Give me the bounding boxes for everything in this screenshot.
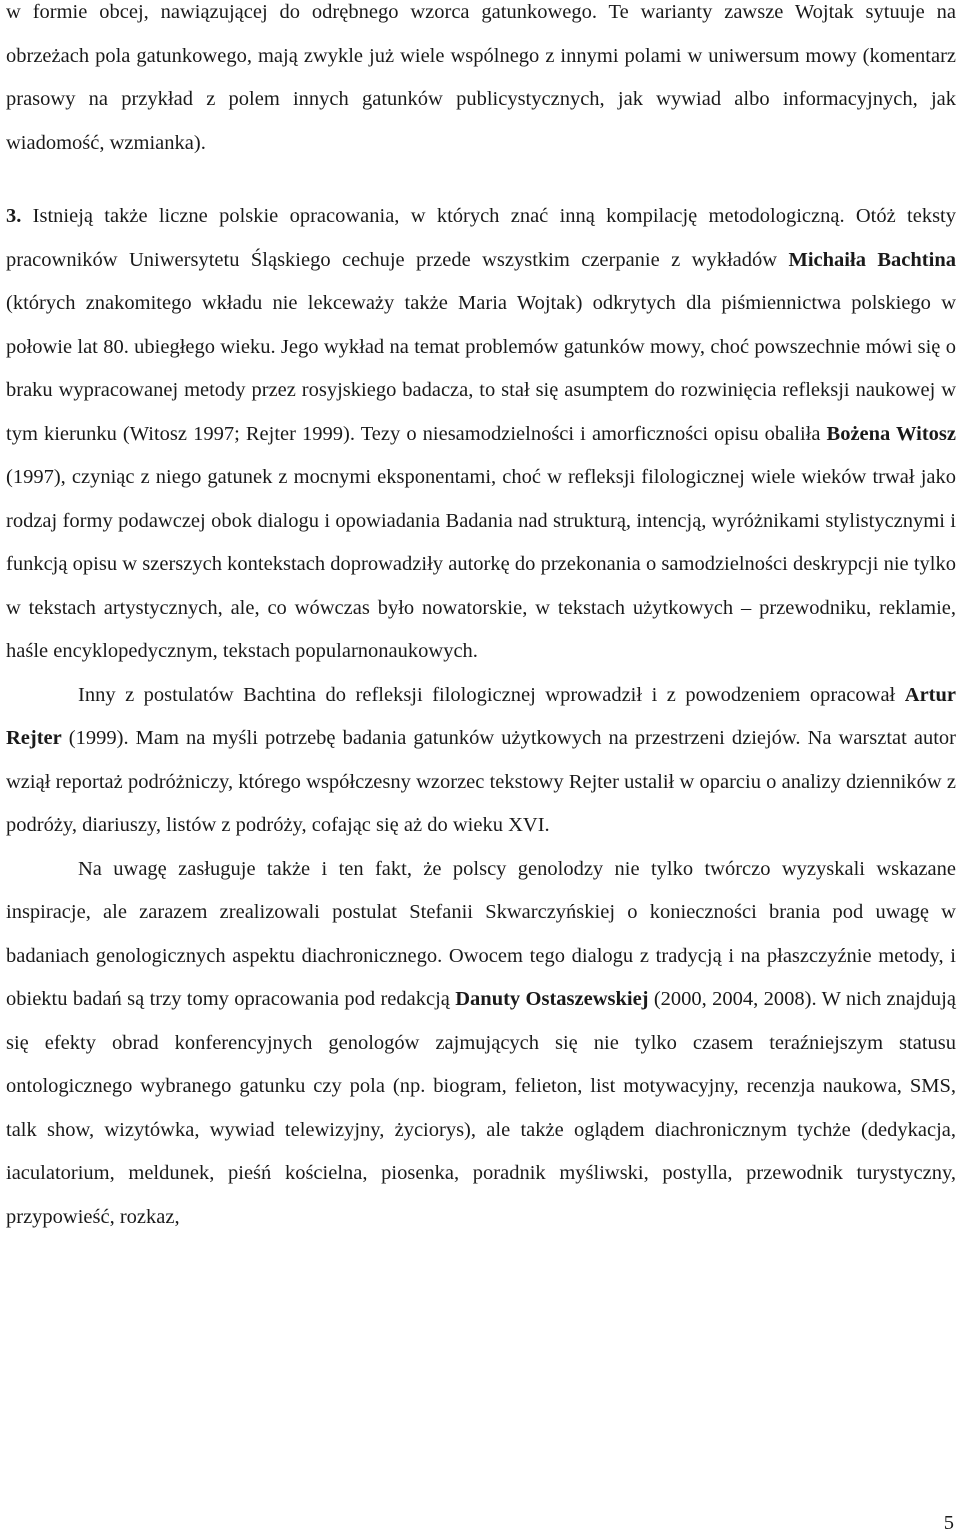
- paragraph-4-text-b: (2000, 2004, 2008). W nich znajdują się efekty obrad konferencyjnych genologów zajmujących się nie tylko czasem teraźniejszym statusu ontologicznego wybranego gatunku czy pola (np. biogram, felieton, list motywacyjny, recenzja naukowa, SMS, talk show, wizytówka, wywiad telewizyjny, życiorys), ale także oglądem diachronicznym tychże (dedykacja, iaculatorium, meldunek, pieśń kościelna, piosenka, poradnik myśliwski, postylla, przewodnik turystyczny, przypowieść, rozkaz,: [6, 988, 956, 1228]
- paragraph-4-text-a: Na uwagę zasługuje także i ten fakt, że polscy genolodzy nie tylko twórczo wyzyskali wskazane inspiracje, ale zarazem zrealizowali postulat Stefanii Skwarczyńskiej o konieczności brania pod uwagę w badaniach genologicznych aspektu diachronicznego. Owocem tego dialogu z tradycją i na płaszczyźnie metody, i obiektu badań są trzy tomy opracowania pod redakcją: [6, 857, 956, 1010]
- paragraph-1: [6, 0, 956, 165]
- author-name-bachtin: Michaiła Bachtina: [788, 248, 956, 271]
- author-name-ostaszewska: Danuty Ostaszewskiej: [455, 988, 649, 1010]
- paragraph-1-text: w formie obcej, nawiązującej do odrębnego wzorca gatunkowego. Te warianty zawsze Wojtak sytuuje na obrzeżach pola gatunkowego, mają zwykle już wiele wspólnego z innymi polami w uniwersum mowy (komentarz prasowy na przykład z polem innych gatunków publicystycznych, jak wywiad albo informacyjnych, jak wiadomość, wzmianka).: [6, 1, 956, 154]
- paragraph-2-text-a: Istnieją także liczne polskie opracowania, w których znać inną kompilację metodologiczną. Otóż teksty pracowników Uniwersytetu Śląskiego cechuje przede wszystkim czerpanie z wykładów: [6, 205, 956, 271]
- paragraph-4: [6, 848, 956, 1240]
- paragraph-2-text-b: (których znakomitego wkładu nie lekceważy także Maria Wojtak) odkrytych dla piśmiennictwa polskiego w połowie lat 80. ubiegłego wieku. Jego wykład na temat problemów gatunków mowy, choć powszechnie mówi się o braku wypracowanej metody przez rosyjskiego badacza, to stał się asumptem do rozwinięcia refleksji naukowej w tym kierunku (Witosz 1997; Rejter 1999). Tezy o niesamodzielności i amorficzności opisu obaliła: [6, 292, 956, 445]
- document-page: [6, 0, 956, 1239]
- paragraph-3-text-b: (1999). Mam na myśli potrzebę badania gatunków użytkowych na przestrzeni dziejów. Na warsztat autor wziął reportaż podróżniczy, którego współczesny wzorzec tekstowy Rejter ustalił w oparciu o analizy dzienników z podróży, diariuszy, listów z podróży, cofając się aż do wieku XVI.: [6, 727, 956, 836]
- author-name-witosz: Bożena Witosz: [826, 422, 956, 445]
- paragraph-gap: [6, 165, 956, 195]
- section-number: 3.: [6, 205, 22, 227]
- paragraph-2-text-c: (1997), czyniąc z niego gatunek z mocnymi eksponentami, choć w refleksji filologicznej wiele wieków trwał jako rodzaj formy podawczej obok dialogu i opowiadania Badania nad strukturą, intencją, wyróżnikami stylistycznymi i funkcją opisu w szerszych kontekstach doprowadziły autorkę do przekonania o samodzielności deskrypcji nie tylko w tekstach artystycznych, ale, co wówczas było nowatorskie, w tekstach użytkowych – przewodniku, reklamie, haśle encyklopedycznym, tekstach popularnonaukowych.: [6, 466, 956, 662]
- paragraph-3-text-a: Inny z postulatów Bachtina do refleksji filologicznej wprowadził i z powodzeniem opracował: [78, 683, 905, 706]
- paragraph-2: [6, 195, 956, 674]
- author-name-rejter: Artur Rejter: [6, 683, 956, 749]
- paragraph-3: [6, 674, 956, 848]
- page-number: 5: [943, 1512, 954, 1534]
